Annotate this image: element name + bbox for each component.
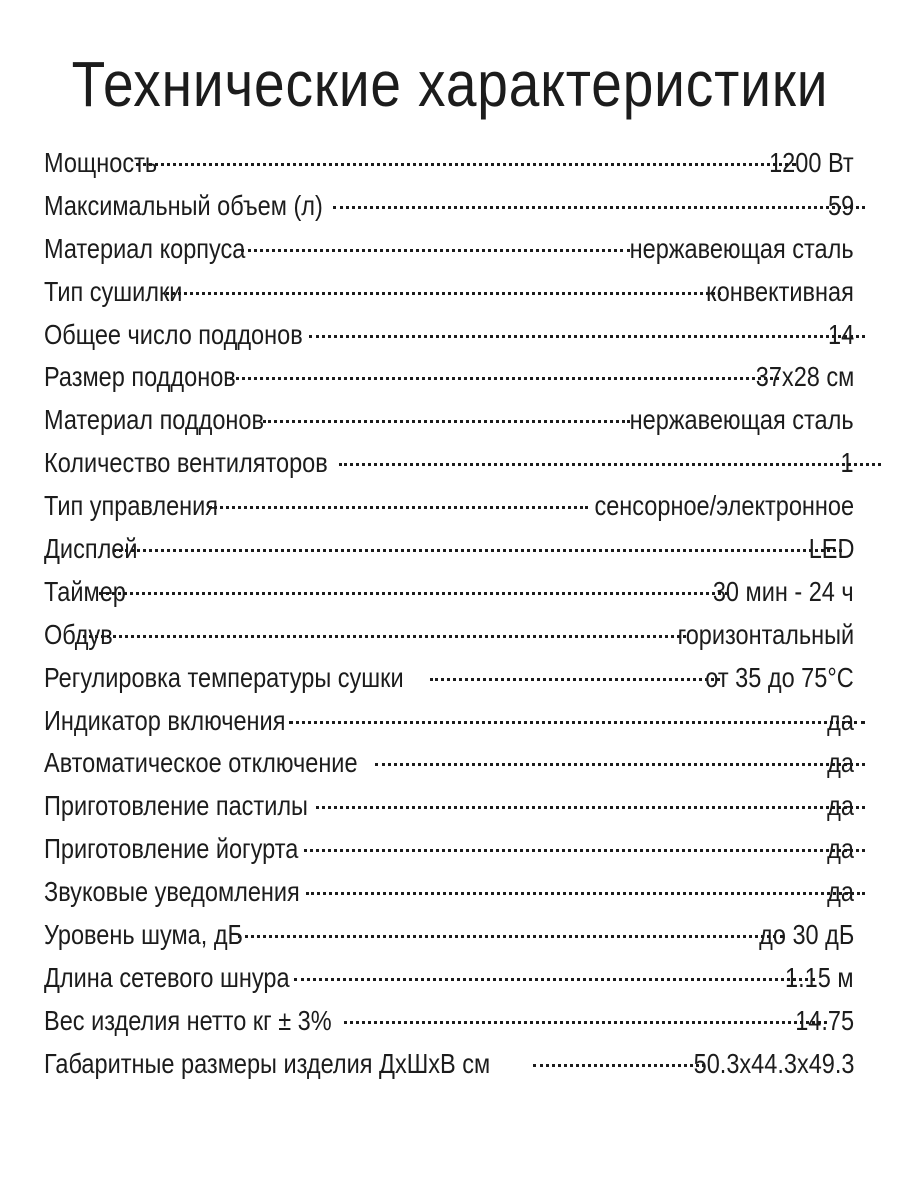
spec-label: Регулировка температуры сушки xyxy=(44,661,404,693)
spec-value: LED xyxy=(808,533,854,565)
spec-row xyxy=(44,785,854,828)
spec-label: Габаритные размеры изделия ДхШхВ см xyxy=(44,1047,491,1079)
spec-value: от 35 до 75°С xyxy=(705,661,854,693)
dot-leader xyxy=(136,163,796,166)
spec-label: Количество вентиляторов xyxy=(44,447,328,479)
dot-leader xyxy=(339,463,881,466)
spec-row xyxy=(44,399,854,442)
dot-leader xyxy=(344,1021,827,1024)
spec-value: 59 xyxy=(827,189,854,221)
spec-label: Вес изделия нетто кг ± 3% xyxy=(44,1004,332,1036)
spec-label: Тип управления xyxy=(44,490,219,522)
dot-leader xyxy=(375,763,865,766)
spec-value: 50.3х44.3х49.3 xyxy=(693,1047,854,1079)
spec-label: Тип сушилки xyxy=(44,275,183,307)
dot-leader xyxy=(83,635,686,638)
spec-label: Обдув xyxy=(44,618,113,650)
spec-row xyxy=(44,742,854,785)
dot-leader xyxy=(304,849,865,852)
spec-label: Звуковые уведомления xyxy=(44,876,300,908)
spec-value: да xyxy=(827,833,854,865)
spec-row xyxy=(44,356,854,399)
spec-row xyxy=(44,528,854,571)
spec-value: 14.75 xyxy=(795,1004,854,1036)
spec-row xyxy=(44,914,854,957)
spec-value: 37х28 см xyxy=(755,361,854,393)
spec-value: да xyxy=(827,747,854,779)
spec-label: Материал корпуса xyxy=(44,232,246,264)
spec-label: Индикатор включения xyxy=(44,704,286,736)
spec-row xyxy=(44,571,854,614)
dot-leader xyxy=(113,549,842,552)
spec-row xyxy=(44,957,854,1000)
spec-list xyxy=(44,142,854,1086)
dot-leader xyxy=(99,592,729,595)
dot-leader xyxy=(209,506,588,509)
dot-leader xyxy=(430,678,720,681)
spec-value: нержавеющая сталь xyxy=(630,232,854,264)
spec-label: Длина сетевого шнура xyxy=(44,961,290,993)
spec-value: 30 мин - 24 ч xyxy=(713,575,854,607)
dot-leader xyxy=(333,206,865,209)
spec-label: Мощность xyxy=(44,147,158,178)
spec-row xyxy=(44,1043,854,1086)
spec-value: 1.15 м xyxy=(785,961,854,993)
spec-value: сенсорное/электронное xyxy=(594,490,854,522)
dot-leader xyxy=(316,806,865,809)
dot-leader xyxy=(241,249,630,252)
spec-value: да xyxy=(827,790,854,822)
spec-row xyxy=(44,1000,854,1043)
spec-row xyxy=(44,657,854,700)
spec-row xyxy=(44,442,854,485)
spec-value: до 30 дБ xyxy=(758,919,854,951)
spec-value: нержавеющая сталь xyxy=(630,404,854,436)
dot-leader xyxy=(309,335,865,338)
spec-label: Максимальный объем (л) xyxy=(44,189,323,221)
spec-row xyxy=(44,142,854,185)
spec-label: Дисплей xyxy=(44,533,138,565)
spec-row xyxy=(44,700,854,743)
spec-label: Таймер xyxy=(44,575,126,607)
spec-label: Общее число поддонов xyxy=(44,318,303,350)
dot-leader xyxy=(263,420,630,423)
dot-leader xyxy=(533,1064,706,1067)
page-title: Технические характеристики xyxy=(71,48,829,120)
dot-leader xyxy=(238,935,783,938)
spec-row xyxy=(44,185,854,228)
spec-label: Приготовление йогурта xyxy=(44,833,299,865)
dot-leader xyxy=(306,892,865,895)
spec-row xyxy=(44,871,854,914)
spec-value: да xyxy=(827,876,854,908)
spec-value: да xyxy=(827,704,854,736)
dot-leader xyxy=(230,377,780,380)
spec-value: конвективная xyxy=(706,275,854,307)
spec-row xyxy=(44,271,854,314)
spec-value: 1 xyxy=(840,447,854,479)
spec-label: Приготовление пастилы xyxy=(44,790,308,822)
spec-row xyxy=(44,614,854,657)
spec-row xyxy=(44,485,854,528)
spec-label: Размер поддонов xyxy=(44,361,236,393)
spec-value: 14 xyxy=(827,318,854,350)
spec-row xyxy=(44,314,854,357)
spec-label: Автоматическое отключение xyxy=(44,747,358,779)
spec-label: Материал поддонов xyxy=(44,404,264,436)
dot-leader xyxy=(294,978,815,981)
spec-row xyxy=(44,228,854,271)
spec-label: Уровень шума, дБ xyxy=(44,919,243,951)
spec-value: 1200 Вт xyxy=(769,147,854,178)
dot-leader xyxy=(289,721,865,724)
spec-row xyxy=(44,828,854,871)
dot-leader xyxy=(166,292,721,295)
spec-value: горизонтальный xyxy=(677,618,854,650)
